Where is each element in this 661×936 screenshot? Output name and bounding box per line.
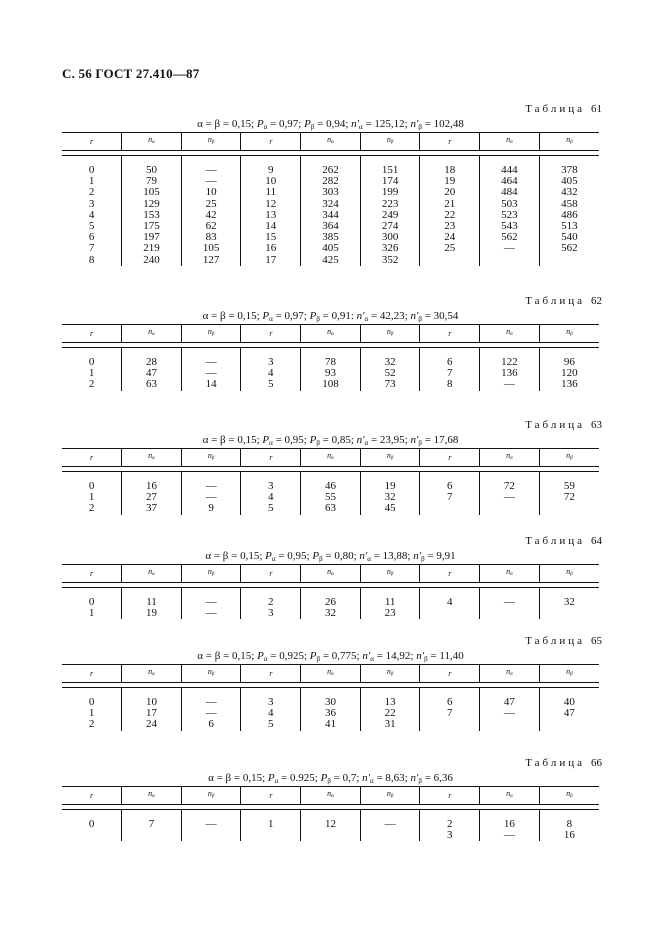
table-cell: 0 1 2 — [88, 480, 95, 515]
col-header-n-alpha: $n_\alpha$ — [122, 133, 182, 151]
table-cell: 72 — — [480, 481, 540, 515]
col-header-n-alpha: $n_\alpha$ — [301, 787, 361, 805]
param-p-beta: $P_\beta = 0,80$; — [312, 550, 360, 563]
table-cell: 18 19 20 21 22 23 24 25 — [420, 165, 480, 266]
table-cell: 1 — [241, 819, 301, 841]
col-header-n-beta: $n_\beta$ — [181, 325, 241, 343]
param-p-beta: $P_\beta = 0,94$; — [304, 118, 352, 131]
col-header-n-beta: $n_\beta$ — [539, 449, 599, 467]
table-cell: 30 36 41 — [301, 697, 361, 731]
table-block-61 — [62, 102, 602, 266]
col-header-r: r — [241, 133, 301, 151]
col-header-r: r — [241, 565, 301, 583]
table-cell: 16 — — [480, 819, 540, 841]
table-row — [62, 481, 599, 515]
table-cell: 262 282 303 324 344 364 385 405 425 — [301, 165, 361, 266]
table-parameters — [62, 648, 599, 664]
table-caption-word: Таблица — [525, 535, 585, 547]
col-header-n-beta: $n_\beta$ — [360, 449, 420, 467]
table-caption-word: Таблица — [525, 295, 585, 307]
col-header-n-alpha: $n_\alpha$ — [301, 665, 361, 683]
col-header-n-alpha: $n_\alpha$ — [301, 449, 361, 467]
table-cell: 3 4 5 — [241, 697, 301, 731]
table-parameters — [62, 432, 599, 448]
table-caption-word: Таблица — [525, 419, 585, 431]
table-caption — [62, 418, 602, 432]
col-header-n-beta: $n_\beta$ — [360, 133, 420, 151]
param-alpha-beta: α = β = 0,15; — [202, 310, 263, 322]
param-alpha-beta: α = β = 0,15; — [197, 118, 257, 130]
table-cell: 2 3 — [241, 597, 301, 619]
table-caption-word: Таблица — [525, 757, 585, 769]
col-header-n-beta: $n_\beta$ — [181, 449, 241, 467]
col-header-n-alpha: $n_\alpha$ — [480, 565, 540, 583]
table-cell: 26 32 — [301, 597, 361, 619]
col-header-n-alpha: $n_\alpha$ — [122, 665, 182, 683]
param-n-prime-beta: $n'_\beta = 30,54$ — [410, 310, 459, 323]
table-cell: 122 136 — — [480, 357, 540, 391]
table-block-63 — [62, 418, 602, 515]
col-header-r: r — [62, 787, 122, 805]
col-header-n-beta: $n_\beta$ — [360, 565, 420, 583]
data-table — [62, 448, 599, 515]
col-header-n-alpha: $n_\alpha$ — [301, 325, 361, 343]
table-cell: 2 3 — [420, 819, 480, 841]
col-header-r: r — [241, 787, 301, 805]
param-p-alpha: $P_\alpha = 0,95$; — [265, 550, 313, 563]
table-caption — [62, 102, 602, 116]
col-header-r: r — [420, 325, 480, 343]
table-cell: 378 405 432 458 486 513 540 562 — [539, 165, 599, 266]
table-cell: 6 7 8 — [420, 357, 480, 391]
col-header-n-beta: $n_\beta$ — [181, 133, 241, 151]
table-cell: — — [181, 819, 241, 841]
table-parameters — [62, 548, 599, 564]
table-cell: 12 — [301, 819, 361, 841]
table-caption — [62, 294, 602, 308]
param-n-prime-beta: $n'_\beta = 6,36$ — [410, 772, 453, 785]
table-cell: 4 — [420, 597, 480, 619]
col-header-n-alpha: $n_\alpha$ — [122, 565, 182, 583]
col-header-n-alpha: $n_\alpha$ — [122, 325, 182, 343]
table-cell: 6 7 — [420, 697, 480, 731]
table-caption-number: 63 — [591, 419, 602, 431]
table-cell: 444 464 484 503 523 543 562 — — [480, 165, 540, 266]
col-header-n-alpha: $n_\alpha$ — [480, 133, 540, 151]
param-n-prime-alpha: $n'_\alpha = 8,63$; — [362, 772, 411, 785]
col-header-n-alpha: $n_\alpha$ — [301, 565, 361, 583]
table-cell: 0 — [88, 818, 95, 830]
table-block-64 — [62, 534, 602, 620]
col-header-r: r — [62, 565, 122, 583]
table-cell: 16 27 37 — [122, 481, 182, 515]
table-caption — [62, 634, 602, 648]
param-n-prime-beta: $n'_\beta = 102,48$ — [410, 118, 464, 131]
table-caption-number: 65 — [591, 635, 602, 647]
param-n-prime-alpha: $n'_\alpha = 23,95$; — [356, 434, 411, 447]
table-caption — [62, 756, 602, 770]
col-header-r: r — [420, 565, 480, 583]
table-cell: 59 72 — [539, 481, 599, 515]
param-p-alpha: $P_\alpha = 0,95$; — [262, 434, 310, 447]
param-n-prime-alpha: $n'_\alpha = 13,88$; — [359, 550, 414, 563]
col-header-n-beta: $n_\beta$ — [360, 665, 420, 683]
col-header-n-alpha: $n_\alpha$ — [480, 325, 540, 343]
col-header-n-beta: $n_\beta$ — [360, 325, 420, 343]
table-caption-number: 66 — [591, 757, 602, 769]
table-block-62 — [62, 294, 602, 391]
table-caption-word: Таблица — [525, 635, 585, 647]
table-row — [62, 165, 599, 266]
table-block-66 — [62, 756, 602, 842]
table-block-65 — [62, 634, 602, 731]
param-p-alpha: $P_\alpha = 0,97$; — [262, 310, 310, 323]
param-n-prime-alpha: $n'_\alpha = 42,23$; — [356, 310, 411, 323]
col-header-n-alpha: $n_\alpha$ — [480, 787, 540, 805]
param-n-prime-alpha: $n'_\alpha = 14,92$; — [362, 650, 417, 663]
table-caption — [62, 534, 602, 548]
table-row — [62, 819, 599, 841]
table-cell: 0 1 2 — [88, 356, 95, 391]
table-cell: 10 17 24 — [122, 697, 182, 731]
table-cell: 11 23 — [360, 597, 420, 619]
param-n-prime-beta: $n'_\beta = 17,68$ — [410, 434, 459, 447]
table-cell: 0 1 2 3 4 5 6 7 8 — [88, 164, 95, 266]
param-p-alpha: $P_\alpha = 0,97$; — [256, 118, 305, 131]
table-cell: 151 174 199 223 249 274 300 326 352 — [360, 165, 420, 266]
table-caption-number: 61 — [591, 103, 602, 115]
col-header-r: r — [62, 325, 122, 343]
table-cell: — — [360, 819, 420, 841]
param-p-beta: $P_\beta = 0,85$; — [309, 434, 357, 447]
table-cell: 3 4 5 — [241, 357, 301, 391]
table-row — [62, 357, 599, 391]
param-n-prime-beta: $n'_\beta = 11,40$ — [416, 650, 464, 663]
table-cell: 32 — [539, 597, 599, 619]
data-table — [62, 564, 599, 619]
param-alpha-beta: α = β = 0,15; — [197, 650, 258, 662]
col-header-r: r — [241, 665, 301, 683]
table-cell: 7 — [122, 819, 182, 841]
table-cell: — — [480, 597, 540, 619]
table-parameters — [62, 770, 599, 786]
table-cell: 40 47 — [539, 697, 599, 731]
table-row — [62, 597, 599, 619]
data-table — [62, 786, 599, 841]
col-header-n-beta: $n_\beta$ — [181, 787, 241, 805]
param-p-beta: $P_\beta = 0,91$: — [309, 310, 357, 323]
param-p-alpha: $P_\alpha = 0,925$; — [257, 650, 310, 663]
table-caption-number: 62 — [591, 295, 602, 307]
table-cell: 9 10 11 12 13 14 15 16 17 — [241, 165, 301, 266]
table-caption-word: Таблица — [525, 103, 585, 115]
col-header-n-beta: $n_\beta$ — [539, 133, 599, 151]
table-cell: — — 10 25 42 62 83 105 127 — [181, 165, 241, 266]
table-cell: 32 52 73 — [360, 357, 420, 391]
col-header-n-beta: $n_\beta$ — [360, 787, 420, 805]
table-parameters — [62, 116, 599, 132]
col-header-n-beta: $n_\beta$ — [181, 665, 241, 683]
table-cell: 0 1 2 — [88, 696, 95, 731]
col-header-n-alpha: $n_\alpha$ — [122, 449, 182, 467]
page-header: С. 56 ГОСТ 27.410—87 — [62, 66, 200, 81]
col-header-n-beta: $n_\beta$ — [539, 787, 599, 805]
table-cell: 19 32 45 — [360, 481, 420, 515]
col-header-r: r — [420, 665, 480, 683]
param-p-alpha: $P_\alpha = 0.925$; — [267, 772, 321, 785]
col-header-r: r — [420, 133, 480, 151]
col-header-r: r — [420, 787, 480, 805]
table-cell: 3 4 5 — [241, 481, 301, 515]
param-p-beta: $P_\beta = 0,775$; — [309, 650, 363, 663]
col-header-n-beta: $n_\beta$ — [539, 565, 599, 583]
param-n-prime-alpha: $n'_\alpha = 125,12$; — [351, 118, 411, 131]
col-header-n-alpha: $n_\alpha$ — [480, 665, 540, 683]
table-cell: 46 55 63 — [301, 481, 361, 515]
col-header-n-alpha: $n_\alpha$ — [301, 133, 361, 151]
param-n-prime-beta: $n'_\beta = 9,91$ — [413, 550, 456, 563]
col-header-n-alpha: $n_\alpha$ — [122, 787, 182, 805]
param-alpha-beta: α = β = 0,15; — [205, 550, 266, 562]
param-p-beta: $P_\beta = 0,7$; — [320, 772, 363, 785]
table-caption-number: 64 — [591, 535, 602, 547]
table-cell: — — — [181, 597, 241, 619]
table-cell: — — 14 — [181, 357, 241, 391]
col-header-r: r — [241, 449, 301, 467]
table-cell: 0 1 — [88, 596, 95, 620]
table-cell: 50 79 105 129 153 175 197 219 240 — [122, 165, 182, 266]
table-parameters — [62, 308, 599, 324]
param-alpha-beta: α = β = 0,15; — [202, 434, 263, 446]
table-cell: 96 120 136 — [539, 357, 599, 391]
table-cell: 78 93 108 — [301, 357, 361, 391]
data-table — [62, 324, 599, 391]
table-cell: 6 7 — [420, 481, 480, 515]
col-header-r: r — [62, 449, 122, 467]
col-header-r: r — [420, 449, 480, 467]
table-row — [62, 697, 599, 731]
col-header-n-beta: $n_\beta$ — [539, 665, 599, 683]
data-table — [62, 132, 599, 266]
col-header-n-beta: $n_\beta$ — [539, 325, 599, 343]
col-header-r: r — [241, 325, 301, 343]
table-cell: — — 9 — [181, 481, 241, 515]
col-header-r: r — [62, 133, 122, 151]
table-cell: 8 16 — [539, 819, 599, 841]
table-cell: 11 19 — [122, 597, 182, 619]
col-header-r: r — [62, 665, 122, 683]
data-table — [62, 664, 599, 731]
table-cell: — — 6 — [181, 697, 241, 731]
table-cell: 28 47 63 — [122, 357, 182, 391]
table-cell: 13 22 31 — [360, 697, 420, 731]
col-header-n-beta: $n_\beta$ — [181, 565, 241, 583]
col-header-n-alpha: $n_\alpha$ — [480, 449, 540, 467]
table-cell: 47 — — [480, 697, 540, 731]
param-alpha-beta: α = β = 0,15; — [208, 772, 268, 784]
